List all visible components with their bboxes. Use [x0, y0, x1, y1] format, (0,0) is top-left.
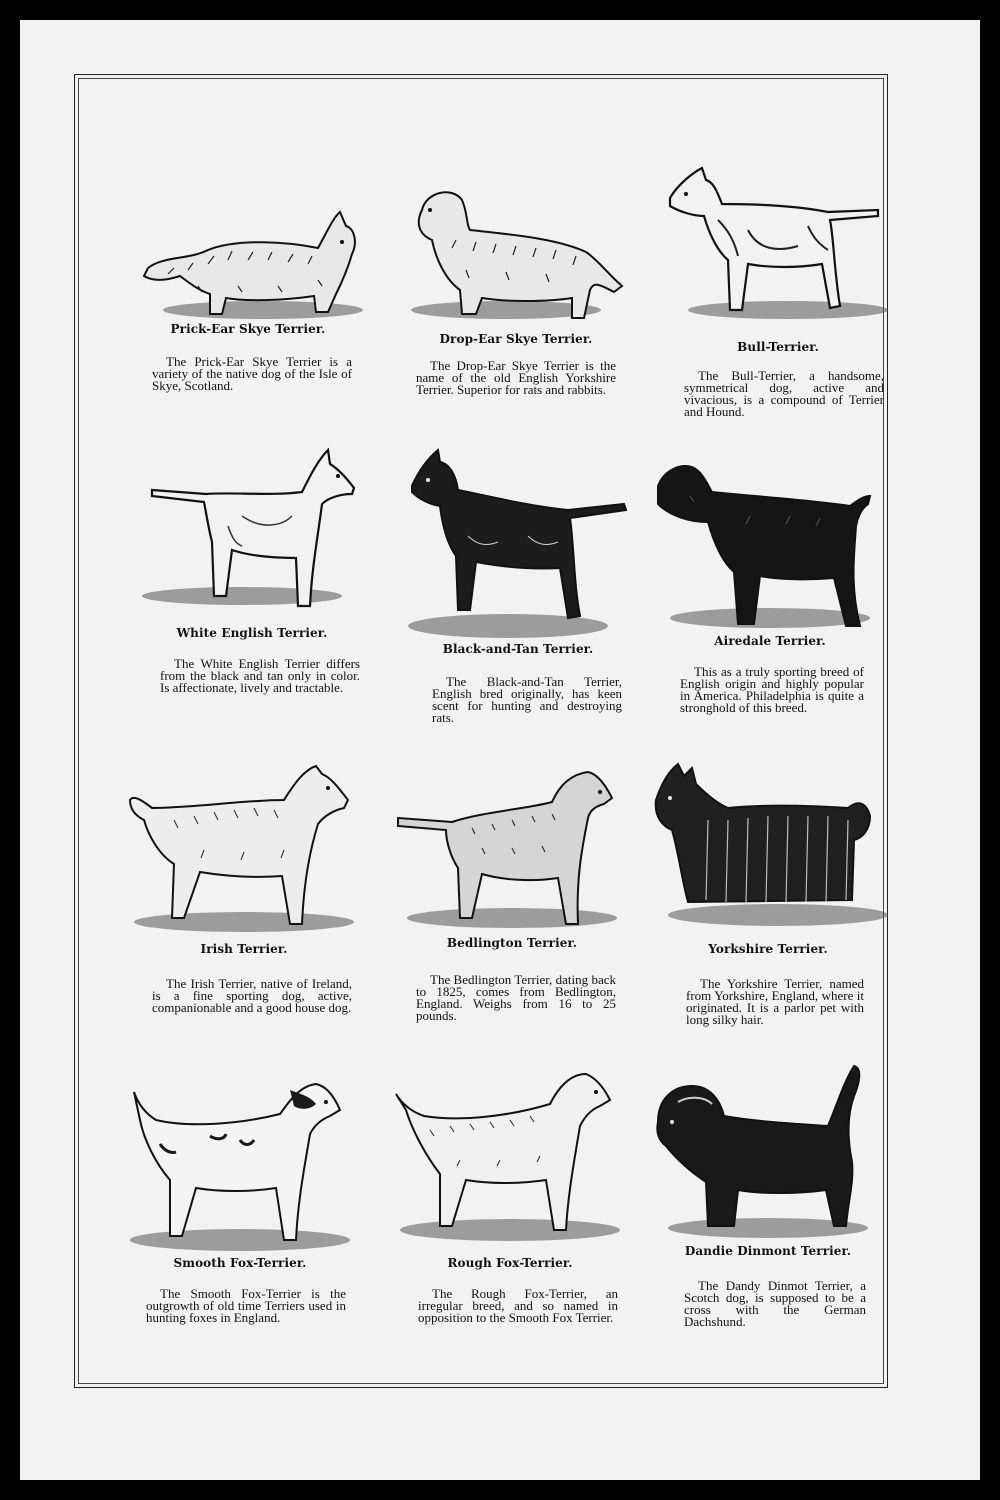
breed-description: The Smooth Fox-Terrier is the outgrowth of old time Terriers used in hunting foxes in England. — [146, 1286, 346, 1325]
dandie-dinmont-terrier-illustration — [648, 1062, 888, 1242]
breed-card-bedlington-terrier — [392, 768, 632, 1078]
black-and-tan-terrier-illustration — [398, 446, 638, 646]
airedale-terrier-illustration — [650, 456, 890, 636]
breed-description: The Yorkshire Terrier, named from Yorkshire, England, where it originated. It is a parlor pet with long silky hair. — [686, 976, 864, 1027]
breed-card-smooth-fox-terrier — [120, 1080, 360, 1390]
drop-ear-skye-terrier-illustration — [396, 180, 636, 330]
breed-title: Drop-Ear Skye Terrier. — [439, 332, 593, 346]
bedlington-terrier-illustration — [392, 768, 632, 938]
breed-description: The White English Terrier differs from the black and tan only in color. Is affectionate, lively and tractable. — [160, 656, 360, 695]
breed-title: Smooth Fox-Terrier. — [173, 1256, 307, 1270]
breed-description: The Bedlington Terrier, dating back to 1825, comes from Bedlington, England. Weighs from 16 to 25 pounds. — [416, 972, 616, 1023]
breed-card-airedale-terrier — [650, 456, 890, 766]
bull-terrier-illustration — [658, 160, 898, 330]
breed-title: Airedale Terrier. — [714, 634, 826, 648]
breed-card-dandie-dinmont-terrier — [648, 1062, 888, 1372]
breed-card-irish-terrier — [124, 760, 364, 1070]
breed-description: The Prick-Ear Skye Terrier is a variety of the native dog of the Isle of Skye, Scotland. — [152, 354, 352, 393]
rough-fox-terrier-illustration — [390, 1070, 630, 1250]
breed-title: Bedlington Terrier. — [446, 936, 578, 950]
breed-title: Rough Fox-Terrier. — [447, 1256, 573, 1270]
breed-description: The Black-and-Tan Terrier, English bred originally, has keen scent for hunting and destroying rats. — [432, 674, 622, 725]
breed-description: The Irish Terrier, native of Ireland, is a fine sporting dog, active, companionable and a good house dog. — [152, 976, 352, 1015]
breed-title: Yorkshire Terrier. — [708, 942, 828, 956]
breed-description: The Rough Fox-Terrier, an irregular breed, and so named in opposition to the Smooth Fox Terrier. — [418, 1286, 618, 1325]
breed-title: Prick-Ear Skye Terrier. — [170, 322, 326, 336]
breed-title: White English Terrier. — [176, 626, 328, 640]
prick-ear-skye-terrier-illustration — [128, 190, 368, 330]
breed-card-rough-fox-terrier — [390, 1070, 630, 1380]
breed-title: Bull-Terrier. — [737, 340, 819, 354]
breed-card-bull-terrier — [658, 160, 898, 470]
smooth-fox-terrier-illustration — [120, 1080, 360, 1260]
breed-card-drop-ear-skye-terrier — [396, 180, 636, 490]
breed-card-yorkshire-terrier — [648, 760, 888, 1070]
breed-title: Black-and-Tan Terrier. — [442, 642, 594, 656]
breed-card-white-english-terrier — [132, 446, 372, 756]
irish-terrier-illustration — [124, 760, 364, 940]
yorkshire-terrier-illustration — [648, 760, 888, 940]
breed-description: The Bull-Terrier, a handsome, symmetrical dog, active and vivacious, is a compound of Terrier and Hound. — [684, 368, 884, 419]
breed-title: Irish Terrier. — [200, 942, 288, 956]
breed-card-black-and-tan-terrier — [398, 446, 638, 756]
breed-title: Dandie Dinmont Terrier. — [684, 1244, 852, 1258]
breed-description: The Dandy Dinmot Terrier, a Scotch dog, is supposed to be a cross with the German Dachshund. — [684, 1278, 866, 1329]
breed-card-prick-ear-skye-terrier — [128, 180, 368, 490]
breed-description: The Drop-Ear Skye Terrier is the name of the old English Yorkshire Terrier. Superior for rats and rabbits. — [416, 358, 616, 397]
breed-description: This as a truly sporting breed of English origin and highly popular in America. Philadelphia is quite a stronghold of this breed. — [680, 664, 864, 715]
white-english-terrier-illustration — [132, 446, 372, 616]
